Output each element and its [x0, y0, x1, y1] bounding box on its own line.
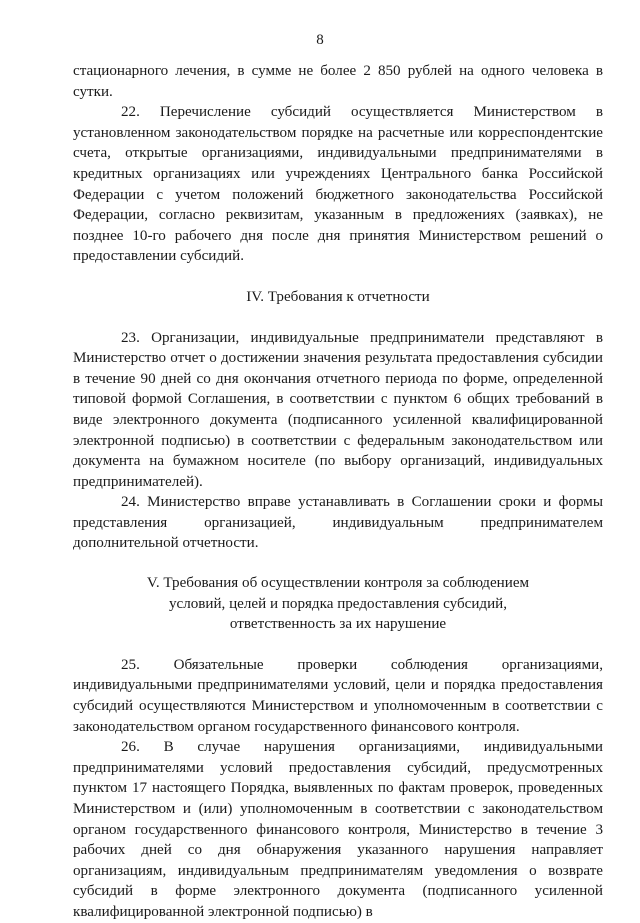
section-v-heading-line: условий, целей и порядка предоставления субсидий,	[168, 595, 508, 612]
page-number: 8	[316, 32, 324, 48]
paragraph-continuation: стационарного лечения, в сумме не более 2 850 рублей на одного человека в сутки.	[73, 63, 603, 100]
paragraph-22: 22. Перечисление субсидий осуществляется Министерством в установленном законодательством порядке на расчетные или корреспондентские счета, открытые организациями, индивидуальными предпринимателями в кредитных организациях или учреждениях Центрального банка Российской Федерации с учетом положений бюджетного законодательства Российской Федерации, согласно реквизитам, указанным в предложениях (заявках), не позднее 10-го рабочего дня после дня принятия Министерством решений о предоставлении субсидий.	[73, 104, 603, 265]
section-iv-heading: IV. Требования к отчетности	[246, 288, 430, 305]
paragraph-25: 25. Обязательные проверки соблюдения организациями, индивидуальными предпринимателями условий, цели и порядка предоставления субсидий осуществляются Министерством и уполномоченным в соответствии с законодательством органом государственного финансового контроля.	[73, 656, 603, 735]
document-body	[73, 61, 603, 923]
paragraph-24: 24. Министерство вправе устанавливать в Соглашении сроки и формы представления организацией, индивидуальным предпринимателем дополнительной отчетности.	[73, 494, 603, 552]
paragraph-23: 23. Организации, индивидуальные предприниматели представляют в Министерство отчет о достижении значения результата предоставления субсидии в течение 90 дней со дня окончания отчетного периода по форме, определенной типовой формой Соглашения, в соответствии с пунктом 6 общих требований в виде электронного документа (подписанного усиленной квалифицированной электронной подписью) в соответствии с федеральным законодательством или документа на бумажном носителе (по выбору организаций, индивидуальных предпринимателей).	[73, 329, 603, 490]
section-v-heading	[73, 573, 603, 635]
section-v-heading-line: V. Требования об осуществлении контроля за соблюдением	[146, 575, 530, 592]
paragraph-26: 26. В случае нарушения организациями, индивидуальными предпринимателями условий предоставления субсидий, предусмотренных пунктом 17 настоящего Порядка, выявленных по фактам проверок, проведенных Министерством и (или) уполномоченным в соответствии с законодательством органом государственного финансового контроля, Министерство в течение 3 рабочих дней со дня обнаружения указанного нарушения направляет организациям, индивидуальным предпринимателям уведомления о возврате субсидий в форме электронного документа (подписанного усиленной квалифицированной электронной подписью) в	[73, 739, 603, 920]
section-v-heading-line: ответственность за их нарушение	[229, 616, 447, 633]
